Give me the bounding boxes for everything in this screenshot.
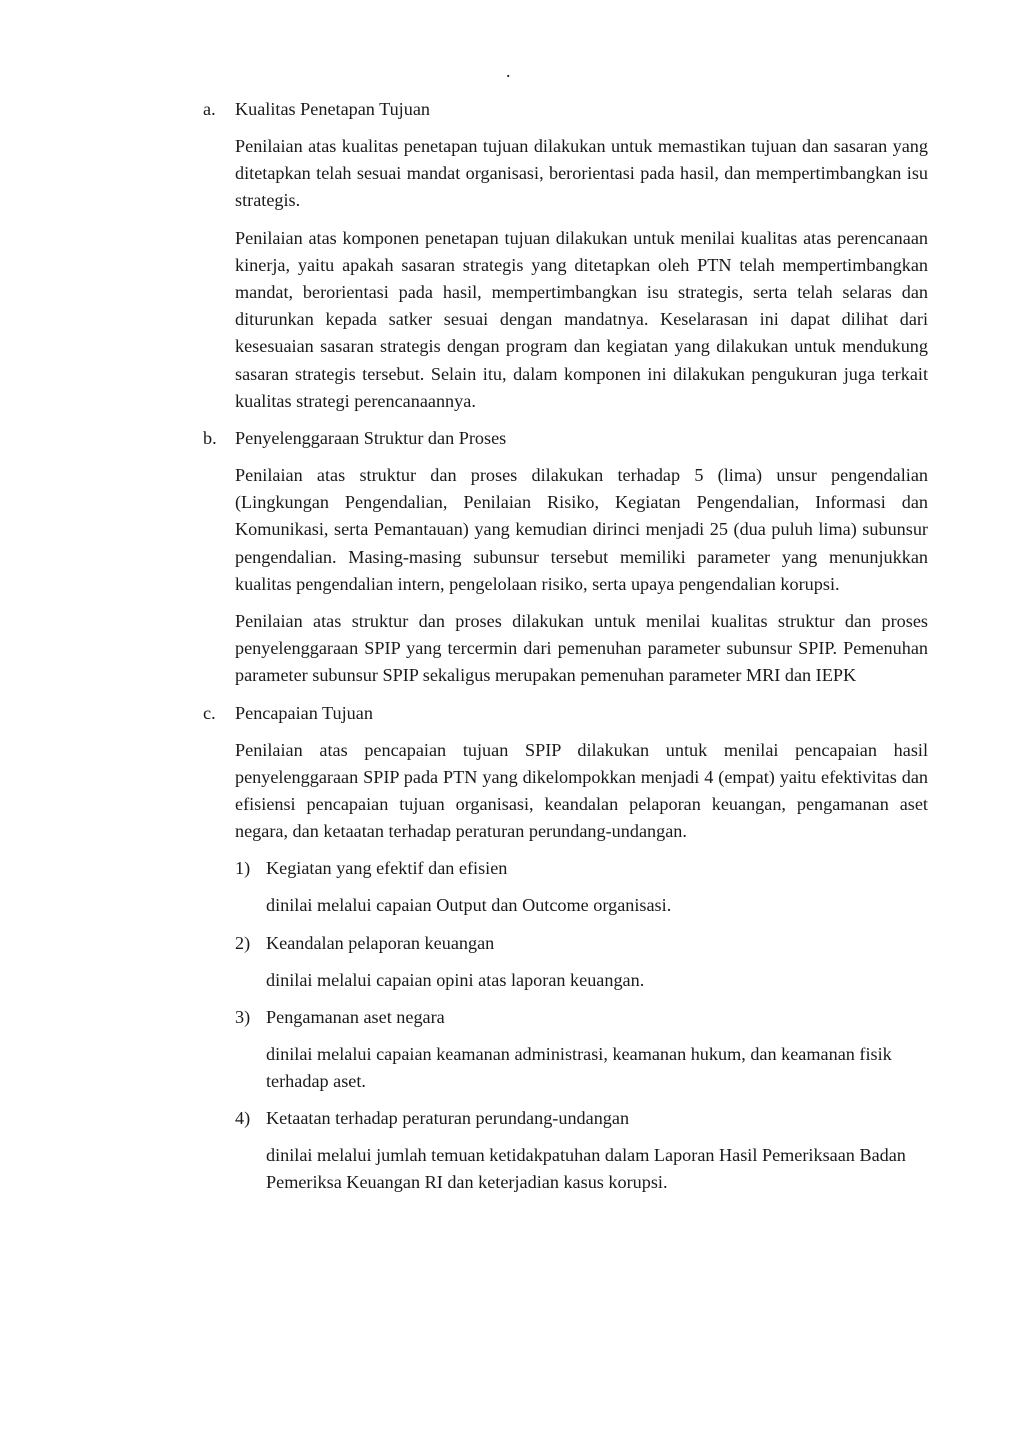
list-item-title: Keandalan pelaporan keuangan — [266, 932, 495, 953]
paragraph: Penilaian atas kualitas penetapan tujuan dilakukan untuk memastikan tujuan dan sasaran yang ditetapkan telah sesuai mandat organisasi, berorientasi pada hasil, dan mempertimbangkan isu strategis. — [235, 136, 928, 211]
sub-item-list — [235, 855, 928, 1196]
list-marker: 1) — [235, 858, 251, 879]
section-heading — [203, 425, 928, 452]
section-marker: b. — [203, 428, 217, 449]
list-item-description: dinilai melalui capaian opini atas laporan keuangan. — [266, 969, 645, 990]
list-item — [235, 855, 928, 919]
section-penyelenggaraan-struktur-dan-proses — [203, 425, 928, 690]
list-item-title: Kegiatan yang efektif dan efisien — [266, 858, 508, 879]
section-heading — [203, 700, 928, 727]
list-item-title: Pengamanan aset negara — [266, 1006, 445, 1027]
section-pencapaian-tujuan — [203, 700, 928, 1197]
list-item-description: dinilai melalui jumlah temuan ketidakpatuhan dalam Laporan Hasil Pemeriksaan Badan Pemeriksa Keuangan RI dan keterjadian kasus korupsi. — [266, 1145, 906, 1193]
list-item-heading — [235, 1105, 928, 1132]
section-kualitas-penetapan-tujuan — [203, 96, 928, 415]
section-heading — [203, 96, 928, 123]
list-item-heading — [235, 1004, 928, 1031]
list-item — [235, 1004, 928, 1095]
list-marker: 2) — [235, 932, 251, 953]
list-marker: 4) — [235, 1108, 251, 1129]
list-item-description: dinilai melalui capaian Output dan Outcome organisasi. — [266, 895, 672, 916]
paragraph: Penilaian atas pencapaian tujuan SPIP dilakukan untuk menilai pencapaian hasil penyelenggaraan SPIP pada PTN yang dikelompokkan menjadi 4 (empat) yaitu efektivitas dan efisiensi pencapaian tujuan organisasi, keandalan pelaporan keuangan, pengamanan aset negara, dan ketaatan terhadap peraturan perundang-undangan. — [235, 739, 928, 842]
section-marker: a. — [203, 99, 216, 119]
section-title: Penyelenggaraan Struktur dan Proses — [235, 428, 507, 449]
paragraph: Penilaian atas komponen penetapan tujuan dilakukan untuk menilai kualitas atas perencanaan kinerja, yaitu apakah sasaran strategis yang ditetapkan oleh PTN telah mempertimbangkan mandat, berorientasi pada hasil, mempertimbangkan isu strategis, serta telah selaras dan diturunkan kepada satker sesuai dengan mandatnya. Keselarasan ini dapat dilihat dari kesesuaian sasaran strategis dengan program dan kegiatan yang dilakukan untuk mendukung sasaran strategis tersebut. Selain itu, dalam komponen ini dilakukan pengukuran juga terkait kualitas strategi perencanaannya. — [235, 227, 928, 411]
section-title: Pencapaian Tujuan — [235, 702, 373, 723]
list-item-title: Ketaatan terhadap peraturan perundang-undangan — [266, 1108, 630, 1129]
list-item-description: dinilai melalui capaian keamanan administrasi, keamanan hukum, dan keamanan fisik terhadap aset. — [266, 1043, 892, 1092]
paragraph: Penilaian atas struktur dan proses dilakukan untuk menilai kualitas struktur dan proses penyelenggaraan SPIP yang tercermin dari pemenuhan parameter subunsur SPIP. Pemenuhan parameter subunsur SPIP sekaligus merupakan pemenuhan parameter MRI dan IEPK — [235, 611, 928, 686]
top-mark: . — [506, 61, 511, 81]
paragraph: Penilaian atas struktur dan proses dilakukan terhadap 5 (lima) unsur pengendalian (Lingkungan Pengendalian, Penilaian Risiko, Kegiatan Pengendalian, Informasi dan Komunikasi, serta Pemantauan) yang kemudian dirinci menjadi 25 (dua puluh lima) subunsur pengendalian. Masing-masing subunsur tersebut memiliki parameter yang menunjukkan kualitas pengendalian intern, pengelolaan risiko, serta upaya pengendalian korupsi. — [235, 465, 928, 594]
list-item — [235, 1105, 928, 1196]
section-title: Kualitas Penetapan Tujuan — [235, 99, 430, 119]
section-marker: c. — [203, 702, 216, 723]
list-marker: 3) — [235, 1006, 251, 1027]
list-item-heading — [235, 855, 928, 882]
list-item-heading — [235, 930, 928, 957]
list-item — [235, 930, 928, 994]
